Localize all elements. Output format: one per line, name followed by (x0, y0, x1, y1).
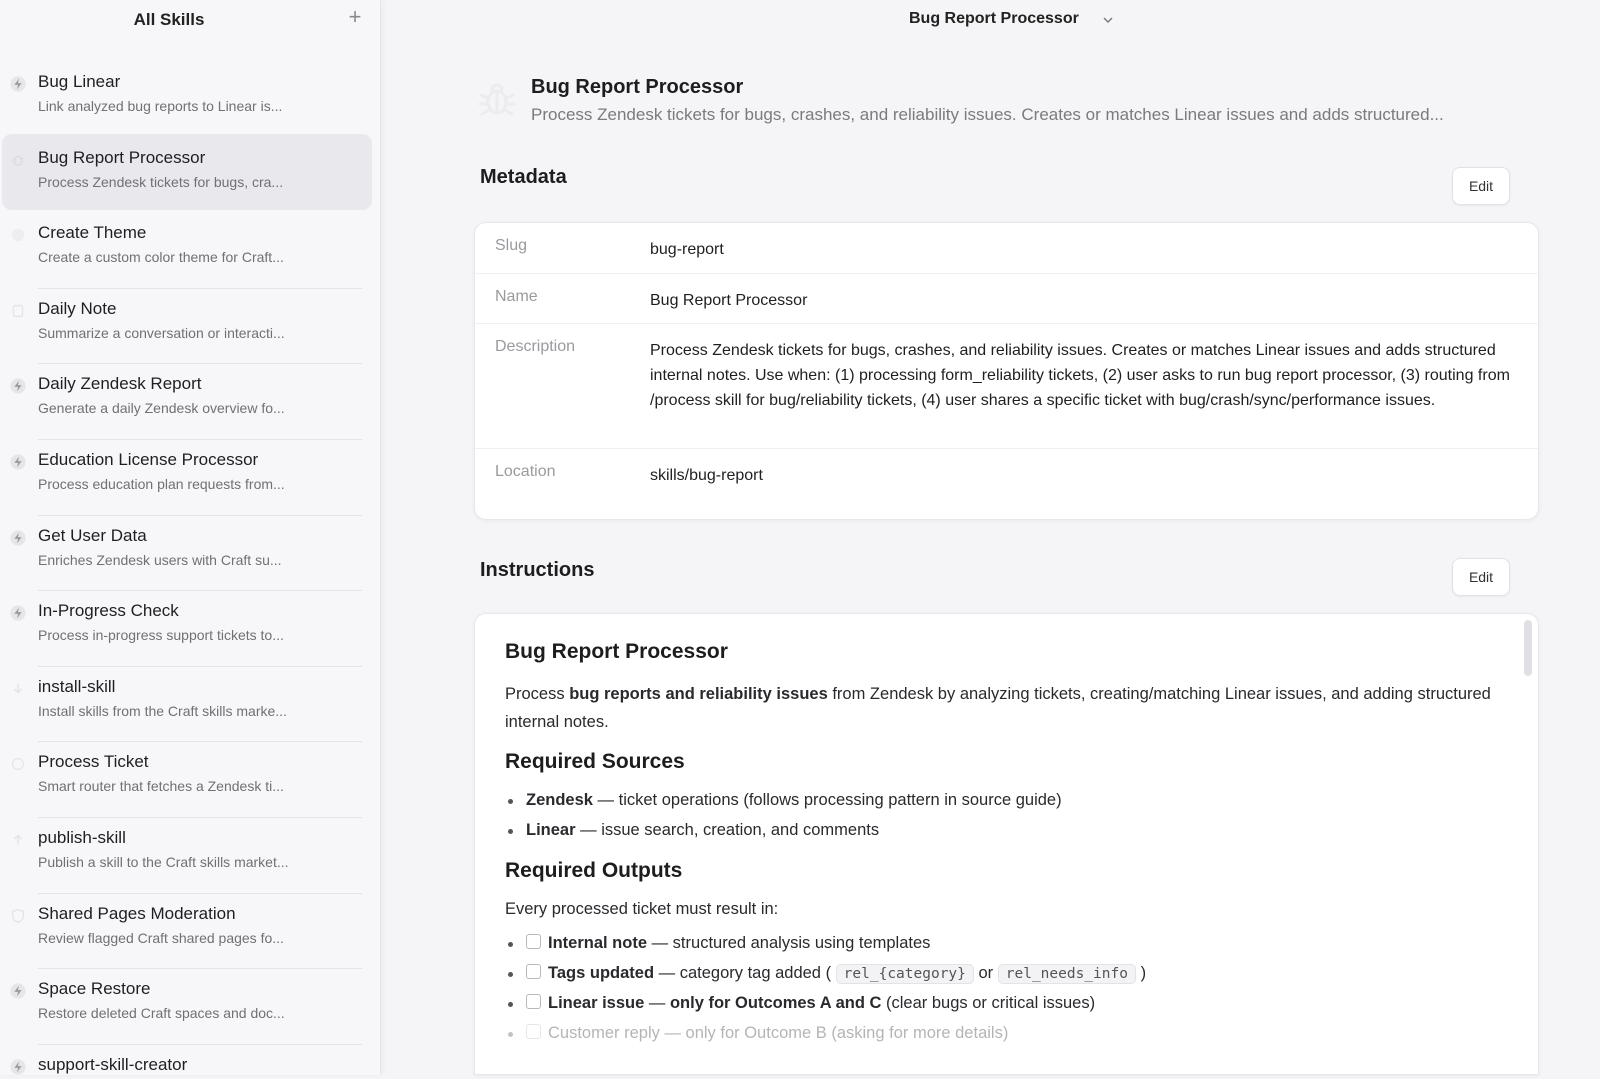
instructions-card (474, 613, 1539, 1075)
skill-description: Review flagged Craft shared pages fo... (38, 929, 284, 946)
skill-subtitle: Process Zendesk tickets for bugs, crashes, and reliability issues. Creates or matches Linear issues and adds structured... (531, 105, 1444, 124)
sidebar-item-process-ticket[interactable] (0, 742, 381, 818)
checkbox[interactable] (526, 934, 541, 949)
sidebar-item-space-restore[interactable] (0, 969, 381, 1045)
skill-detail-pane (389, 0, 1600, 1075)
skill-name: Daily Note (38, 298, 117, 318)
sidebar-item-publish-skill[interactable] (0, 818, 381, 894)
skill-picker-title[interactable]: Bug Report Processor (909, 10, 1079, 27)
download-icon (8, 679, 28, 699)
skill-description: Link analyzed bug reports to Linear is... (38, 98, 283, 114)
metadata-edit-button[interactable]: Edit (1452, 167, 1510, 205)
list-item: Customer reply — only for Outcome B (asking for more details) (505, 1019, 1505, 1049)
bolt-icon (8, 981, 28, 1001)
list-item: Internal note — structured analysis using templates (505, 929, 1505, 959)
skill-description: Enriches Zendesk users with Craft su... (38, 551, 282, 568)
metadata-key: Name (495, 288, 538, 305)
skill-description: Generate a daily Zendesk overview fo... (38, 400, 285, 417)
skill-name: Education License Processor (38, 449, 259, 469)
metadata-row-location (475, 449, 1538, 499)
bolt-icon (8, 603, 28, 623)
bolt-icon (8, 452, 28, 472)
metadata-value[interactable]: Process Zendesk tickets for bugs, crashes, and reliability issues. Creates or matches Linear issues and adds structured internal notes. Use when: (1) processing form_reliability tickets, (2) user asks to run bug report processor, (3) routing from /process skill for bug/reliability tickets, (4) user shares a specific ticket with bug/crash/sync/performance issues. (650, 342, 1510, 409)
required-outputs-heading: Required Outputs (505, 859, 683, 882)
sidebar-item-daily-zendesk-report[interactable] (0, 364, 381, 440)
add-skill-icon[interactable]: + (348, 4, 362, 29)
skill-name: Get User Data (38, 525, 147, 545)
sidebar-item-create-theme[interactable] (0, 213, 381, 289)
required-outputs-intro: Every processed ticket must result in: (505, 900, 779, 918)
checkbox[interactable] (526, 964, 541, 979)
metadata-key: Slug (495, 237, 528, 254)
sidebar-item-support-skill-creator[interactable] (0, 1045, 381, 1075)
skill-name: Process Ticket (38, 752, 149, 772)
skill-name: install-skill (38, 676, 116, 696)
skill-name: Daily Zendesk Report (38, 374, 202, 394)
metadata-key: Description (495, 338, 576, 355)
instructions-heading: Bug Report Processor (505, 640, 728, 663)
list-item: Linear — issue search, creation, and comments (505, 816, 1505, 846)
list-item: Linear issue — only for Outcomes A and C (clear bugs or critical issues) (505, 989, 1505, 1019)
skill-name: Bug Report Processor (38, 147, 206, 167)
skill-name: publish-skill (38, 827, 126, 847)
bug-icon (476, 78, 518, 120)
skill-description: Publish a skill to the Craft skills market... (38, 853, 289, 870)
skills-sidebar (0, 0, 381, 1075)
instructions-scrollbar[interactable] (1524, 620, 1532, 676)
note-icon (8, 301, 28, 321)
skill-description: Smart router that fetches a Zendesk ti... (38, 778, 284, 795)
skill-list (0, 62, 381, 1075)
skill-description: Summarize a conversation or interacti... (38, 324, 285, 341)
instructions-content (505, 640, 1505, 1062)
instructions-intro: Process bug reports and reliability issues from Zendesk by analyzing tickets, creating/matching Linear issues, and adding structured internal notes. (505, 685, 1491, 731)
bolt-icon (8, 528, 28, 548)
required-outputs-list (505, 929, 1505, 1048)
metadata-key: Location (495, 463, 556, 480)
metadata-section-title: Metadata (480, 166, 567, 188)
skill-description: Create a custom color theme for Craft... (38, 249, 284, 266)
list-item: Zendesk — ticket operations (follows processing pattern in source guide) (505, 786, 1505, 816)
skill-title: Bug Report Processor (531, 76, 744, 98)
metadata-card (474, 222, 1539, 520)
bug-icon (8, 150, 28, 170)
list-item: Tags updated — category tag added ( rel_{category} or rel_needs_info ) (505, 959, 1505, 990)
skill-name: Space Restore (38, 979, 151, 999)
upload-icon (8, 830, 28, 850)
metadata-value[interactable]: Bug Report Processor (650, 292, 808, 309)
selection-highlight (2, 134, 372, 210)
shield-icon (8, 906, 28, 926)
instructions-edit-button[interactable]: Edit (1452, 558, 1510, 596)
sidebar-item-bug-report-processor[interactable] (0, 138, 381, 214)
router-icon (8, 754, 28, 774)
sidebar-item-education-license-processor[interactable] (0, 440, 381, 516)
chevron-down-icon[interactable] (1102, 14, 1114, 26)
skill-name: Shared Pages Moderation (38, 903, 236, 923)
bolt-icon (8, 1057, 28, 1075)
skill-name: In-Progress Check (38, 601, 179, 621)
required-sources-list (505, 786, 1505, 845)
checkbox[interactable] (526, 1024, 541, 1039)
metadata-value[interactable]: bug-report (650, 241, 724, 258)
instructions-section-title: Instructions (480, 559, 595, 581)
skill-name: support-skill-creator (38, 1054, 188, 1074)
metadata-row-description (475, 324, 1538, 449)
sidebar-title: All Skills (133, 10, 205, 29)
skill-description: Process education plan requests from... (38, 475, 285, 492)
metadata-row-name (475, 274, 1538, 324)
skill-name: Bug Linear (38, 72, 121, 91)
sidebar-header (0, 0, 380, 52)
skill-description: Process Zendesk tickets for bugs, cra... (38, 173, 284, 190)
skill-description: Restore deleted Craft spaces and doc... (38, 1005, 285, 1022)
metadata-row-slug (475, 223, 1538, 274)
sidebar-item-daily-note[interactable] (0, 289, 381, 365)
palette-icon (8, 225, 28, 245)
skill-description: Process in-progress support tickets to... (38, 627, 284, 644)
inline-code: rel_{category} (836, 964, 974, 984)
sidebar-item-get-user-data[interactable] (0, 516, 381, 592)
skill-description: Install skills from the Craft skills marke... (38, 702, 287, 719)
skill-name: Create Theme (38, 223, 147, 243)
sidebar-item-shared-pages-moderation[interactable] (0, 894, 381, 970)
bolt-icon (8, 74, 28, 94)
required-sources-heading: Required Sources (505, 750, 685, 773)
sidebar-item-in-progress-check[interactable] (0, 591, 381, 667)
sidebar-item-bug-linear[interactable] (0, 62, 381, 138)
metadata-value[interactable]: skills/bug-report (650, 467, 763, 484)
bolt-icon (8, 376, 28, 396)
checkbox[interactable] (526, 994, 541, 1009)
inline-code: rel_needs_info (998, 964, 1136, 984)
sidebar-item-install-skill[interactable] (0, 667, 381, 743)
